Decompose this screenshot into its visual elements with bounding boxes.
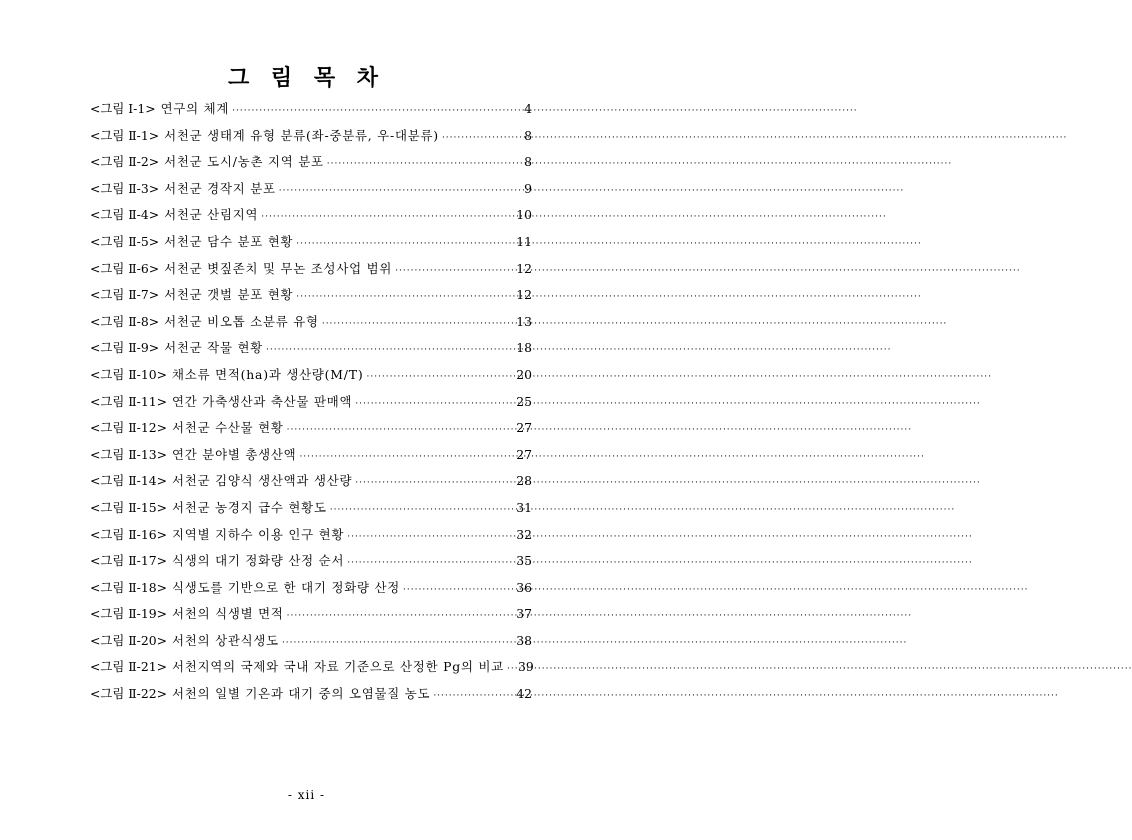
figure-title: 서천군 경작지 분포: [164, 180, 276, 196]
dot-leader: [299, 444, 513, 471]
page-number: 25: [516, 393, 532, 409]
toc-entry[interactable]: [90, 96, 532, 123]
figure-number: <그림 Ⅱ-4>: [90, 207, 160, 223]
page-number: 20: [516, 366, 532, 382]
dot-leader: [433, 683, 513, 710]
toc-entry[interactable]: [90, 362, 532, 389]
figure-number: <그림 Ⅱ-2>: [90, 154, 160, 170]
toc-entry[interactable]: [90, 229, 532, 256]
toc-entry[interactable]: [90, 654, 532, 681]
page-number: 4: [524, 101, 532, 116]
dot-leader: [296, 231, 513, 258]
figure-title: 서천군 산림지역: [164, 207, 259, 223]
dot-leader: [366, 364, 513, 391]
figure-title: 연간 가축생산과 축산물 판매액: [172, 393, 353, 409]
figure-number: <그림 Ⅱ-1>: [90, 127, 160, 143]
figure-title: 서천군 수산물 현황: [172, 420, 284, 436]
dot-leader: [442, 125, 521, 152]
figure-title: 채소류 면적(ha)과 생산량(M/T): [172, 366, 364, 382]
page-title: 그 림 목 차: [228, 65, 385, 91]
toc-entry[interactable]: [90, 335, 532, 362]
page-number: 11: [516, 233, 532, 249]
page-footer-number: - xii -: [287, 788, 326, 802]
figure-number: <그림 Ⅱ-8>: [90, 313, 160, 329]
dot-leader: [279, 178, 521, 205]
page-number: 12: [516, 260, 532, 276]
dot-leader: [282, 630, 513, 657]
toc-entry[interactable]: [90, 149, 532, 176]
figure-title: 연간 분야별 총생산액: [172, 446, 297, 462]
figure-title: 서천의 식생별 면적: [172, 606, 284, 622]
figure-toc-list: [90, 96, 532, 708]
toc-entry[interactable]: [90, 202, 532, 229]
dot-leader: [322, 311, 513, 338]
page-number: 18: [516, 340, 532, 356]
dot-leader: [395, 258, 513, 285]
figure-number: <그림 Ⅱ-19>: [90, 606, 168, 622]
page-number: 28: [516, 473, 532, 489]
dot-leader: [355, 391, 513, 418]
figure-number: <그림 Ⅱ-21>: [90, 659, 168, 675]
dot-leader: [287, 603, 514, 630]
toc-entry[interactable]: [90, 522, 532, 549]
figure-number: <그림 Ⅰ-1>: [90, 101, 156, 116]
figure-title: 서천군 도시/농촌 지역 분포: [164, 154, 324, 170]
figure-number: <그림 Ⅱ-14>: [90, 473, 168, 489]
page-number: 10: [516, 207, 532, 223]
figure-title: 서천의 상관식생도: [172, 632, 279, 648]
page-number: 42: [516, 686, 532, 702]
toc-entry[interactable]: [90, 389, 532, 416]
figure-number: <그림 Ⅱ-20>: [90, 632, 168, 648]
page-number: 36: [516, 579, 532, 595]
page-number: 38: [516, 632, 532, 648]
page-number: 27: [516, 446, 532, 462]
toc-entry[interactable]: [90, 309, 532, 336]
figure-number: <그림 Ⅱ-16>: [90, 526, 168, 542]
page-number: 8: [524, 154, 532, 170]
page-number: 32: [516, 526, 532, 542]
figure-number: <그림 Ⅱ-7>: [90, 287, 160, 303]
figure-title: 서천군 비오톱 소분류 유형: [164, 313, 319, 329]
toc-entry[interactable]: [90, 548, 532, 575]
toc-entry[interactable]: [90, 628, 532, 655]
toc-entry[interactable]: [90, 575, 532, 602]
dot-leader: [287, 417, 514, 444]
figure-title: 서천군 농경지 급수 현황도: [172, 499, 327, 515]
figure-number: <그림 Ⅱ-17>: [90, 553, 168, 569]
figure-number: <그림 Ⅱ-18>: [90, 579, 168, 595]
toc-entry[interactable]: [90, 282, 532, 309]
figure-number: <그림 Ⅱ-13>: [90, 446, 168, 462]
figure-title: 서천지역의 국제와 국내 자료 기준으로 산정한 Pg의 비교: [172, 659, 504, 675]
dot-leader: [327, 151, 521, 178]
dot-leader: [232, 98, 521, 125]
dot-leader: [507, 656, 515, 683]
figure-title: 서천군 볏짚존치 및 무논 조성사업 범위: [164, 260, 393, 276]
toc-entry[interactable]: [90, 468, 532, 495]
figure-number: <그림 Ⅱ-22>: [90, 686, 168, 702]
figure-number: <그림 Ⅱ-15>: [90, 499, 168, 515]
dot-leader: [296, 284, 513, 311]
figure-number: <그림 Ⅱ-11>: [90, 393, 168, 409]
page-number: 13: [516, 313, 532, 329]
dot-leader: [261, 204, 513, 231]
dot-leader: [347, 524, 513, 551]
figure-title: 서천군 김양식 생산액과 생산량: [172, 473, 353, 489]
figure-title: 서천의 일별 기온과 대기 중의 오염물질 농도: [172, 686, 431, 702]
figure-title: 서천군 담수 분포 현황: [164, 233, 294, 249]
figure-number: <그림 Ⅱ-12>: [90, 420, 168, 436]
figure-number: <그림 Ⅱ-9>: [90, 340, 160, 356]
figure-title: 식생도를 기반으로 한 대기 정화량 산정: [172, 579, 401, 595]
toc-entry[interactable]: [90, 495, 532, 522]
dot-leader: [347, 550, 513, 577]
page-number: 35: [516, 553, 532, 569]
toc-entry[interactable]: [90, 681, 532, 708]
dot-leader: [330, 497, 514, 524]
page-number: 12: [516, 287, 532, 303]
page-number: 31: [516, 499, 532, 515]
page-number: 39: [518, 659, 534, 675]
toc-entry[interactable]: [90, 176, 532, 203]
toc-entry[interactable]: [90, 123, 532, 150]
figure-title: 서천군 작물 현황: [164, 340, 264, 356]
page-number: 37: [516, 606, 532, 622]
dot-leader: [355, 470, 513, 497]
toc-entry[interactable]: [90, 601, 532, 628]
page-number: 9: [524, 180, 532, 196]
figure-number: <그림 Ⅱ-3>: [90, 180, 160, 196]
figure-number: <그림 Ⅱ-6>: [90, 260, 160, 276]
figure-title: 지역별 지하수 이용 인구 현황: [172, 526, 345, 542]
figure-title: 서천군 갯벌 분포 현황: [164, 287, 294, 303]
figure-title: 연구의 체계: [160, 101, 230, 116]
toc-entry[interactable]: [90, 415, 532, 442]
dot-leader: [403, 577, 513, 604]
page-number: 8: [524, 127, 532, 143]
toc-entry[interactable]: [90, 442, 532, 469]
dot-leader: [266, 337, 513, 364]
toc-entry[interactable]: [90, 256, 532, 283]
figure-number: <그림 Ⅱ-10>: [90, 366, 168, 382]
figure-title: 식생의 대기 정화량 산정 순서: [172, 553, 345, 569]
figure-title: 서천군 생태계 유형 분류(좌-중분류, 우-대분류): [164, 127, 439, 143]
figure-number: <그림 Ⅱ-5>: [90, 233, 160, 249]
page-number: 27: [516, 420, 532, 436]
